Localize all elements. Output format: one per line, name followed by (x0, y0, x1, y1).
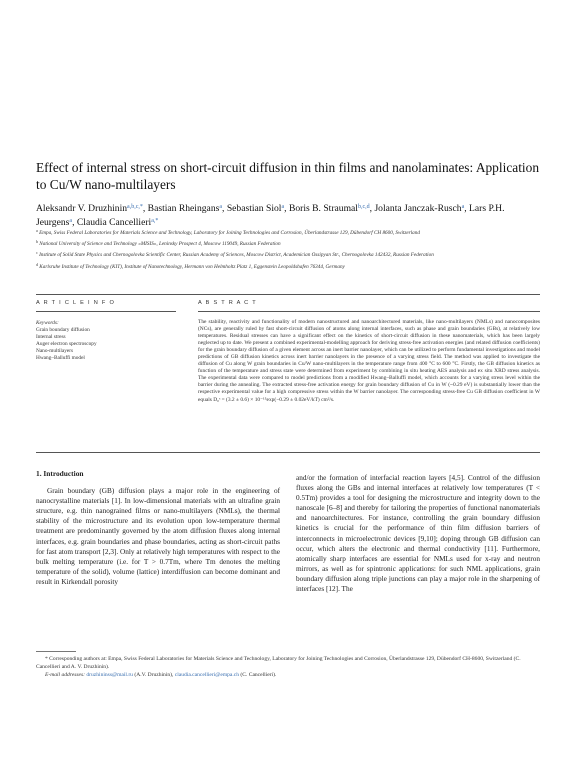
article-title: Effect of internal stress on short-circuit diffusion in thin films and nanolaminates: Application to Cu/W nano-multilayers (36, 160, 540, 192)
email-link-cancellieri[interactable]: claudia.cancellieri@empa.ch (174, 672, 240, 678)
keyword: Hwang–Balluffi model (36, 355, 85, 362)
email-link-druzhinin[interactable]: druzhininss@mail.ru (86, 672, 133, 678)
affiliation-text: National University of Science and Technology «MISIS», Leninsky Prospect 4, Moscow 119049, Russian Federation (39, 241, 281, 248)
affiliation-text: Karlsruhe Institute of Technology (KIT), Institute of Nanotechnology, Hermann von Helmholtz Platz 1, Eggenstein Leopoldshafen 76344, Germany (39, 263, 345, 270)
footnote-divider (36, 651, 76, 652)
keyword: Auger electron spectroscopy (36, 341, 97, 348)
abstract-label: A B S T R A C T (198, 300, 257, 306)
author-affiliation-mark[interactable]: a (69, 218, 73, 225)
keyword: Internal stress (36, 334, 66, 341)
affiliation-text: Empa, Swiss Federal Laboratories for Materials Science and Technology, Laboratory for Joining Technologies and Corrosion, Überlandstrasse 129, Dübendorf CH 8600, Switzerland (39, 230, 420, 236)
article-page (36, 0, 540, 768)
author-affiliation-mark[interactable]: a,* (151, 218, 159, 225)
author-separator: , (464, 203, 470, 214)
author-separator: , (222, 203, 227, 214)
author-name: Lars P.H. Jeurgens (36, 203, 505, 229)
keywords-heading: Keywords: (36, 320, 59, 326)
affiliation-mark: d (36, 261, 38, 267)
email-owner: (C. Cancellieri). (239, 672, 277, 678)
article-info-label: A R T I C L E I N F O (36, 300, 116, 306)
affiliation-mark: b (36, 239, 38, 245)
email-label: E-mail addresses: (45, 672, 86, 678)
affiliation-mark: c (36, 250, 38, 256)
keyword: Grain boundary diffusion (36, 327, 90, 334)
affiliation-text: Institute of Solid State Physics and Chernogolovka Scientific Center, Russian Academy of Sciences, Moscow District, Academician Ossipyan Str., Chernogolovka 142432, Russian Federation (39, 252, 434, 259)
author-affiliation-mark[interactable]: b,c,d (357, 204, 370, 210)
email-owner: (A.V. Druzhinin), (132, 672, 175, 678)
author-affiliation-mark[interactable]: a (219, 204, 223, 210)
author-affiliation-mark[interactable]: a,b,c,* (127, 204, 143, 210)
corresponding-author-note: * Corresponding authors at: Empa, Swiss Federal Laboratories for Materials Science and Technology, Laboratory for Joining Technologies and Corrosion, Überlandstrasse 129, Dübendorf CH-8600, Switzerland (C. Cancellieri and A. V. Druzhinin). (36, 656, 521, 670)
affiliation (36, 228, 540, 236)
author-separator: , (369, 203, 375, 214)
author-name: Boris B. Straumal (288, 203, 358, 214)
affiliation (36, 239, 540, 247)
divider (36, 294, 540, 295)
section-heading: 1. Introduction (36, 469, 84, 478)
author-separator: , (284, 203, 289, 214)
divider (36, 311, 176, 312)
affiliation-mark: a (36, 228, 38, 233)
author-name: Jolanta Janczak-Rusch (374, 203, 462, 214)
affiliation-list (36, 228, 540, 273)
author-name: Sebastian Siol (226, 203, 282, 214)
author-affiliation-mark[interactable]: a (461, 204, 465, 210)
intro-paragraph-continued: and/or the formation of interfacial reaction layers [4,5]. Control of the diffusion fluxes along the GBs and internal interfaces at relatively low temperatures (T < 0.5Tm) provides a tool for designing the microstructure and integrity down to the nanoscale [6–8] and thereby for tailoring the properties of functional nanomaterials and nanoarchitectures. For instance, controlling the grain boundary diffusion kinetics is crucial for the performance of thin film diffusion barriers of interconnects in microelectronic devices [9,10]; doping through GB diffusion can occur, which alters the electronic and thermal conductivity [11]. Furthermore, atomically sharp interfaces are essential for NMLs used for x-ray and neutron mirrors, as well as for spintronic applications: for such NML applications, grain boundary diffusion along triple junctions can play a major role in the sharpening of interfaces [12]. The (296, 474, 540, 594)
author-affiliation-mark[interactable]: a (281, 204, 285, 210)
keyword: Nano-multilayers (36, 348, 74, 355)
divider (198, 311, 540, 312)
affiliation (36, 262, 540, 270)
author-list (36, 201, 540, 229)
footnote (36, 655, 540, 679)
affiliation (36, 250, 540, 258)
body-column-right (296, 473, 540, 594)
author-name: Claudia Cancellieri (76, 217, 152, 229)
author-name: Bastian Rheingans (147, 203, 220, 214)
author-separator: , (142, 203, 148, 214)
keywords-block (36, 320, 176, 363)
author-separator: , (72, 217, 77, 229)
divider (36, 452, 540, 453)
body-column-left (36, 469, 280, 587)
intro-paragraph: Grain boundary (GB) diffusion plays a major role in the engineering of nanocrystalline materials [1]. In low-dimensional materials with an ultrafine grain structure, e.g. thin nanograined films or nano-multilayers (NMLs), the thermal stability of the microstructure and its evolution upon low-temperature thermal treatment are predominantly governed by the atom diffusion fluxes along internal interfaces, e.g. grain boundaries and phase boundaries, acting as short-circuit paths for fast atom transport [2,3]. Only at relatively high temperatures with respect to the bulk melting temperature (i.e. for T > 0.7Tm, where Tm denotes the melting temperature of the solid), volume (lattice) interdiffusion can become dominant and result in Kirkendall porosity (36, 487, 280, 586)
abstract-text: The stability, reactivity and functionality of modern nanostructured and nanoarchitectured materials, like nano-multilayers (NMLs) and nanocomposites (NCs), are generally ruled by fast short-circuit diffusion of atoms along internal interfaces, such as phase and grain boundaries (GBs), at relatively low temperatures. Residual stresses can have a significant effect on the kinetics of short-circuit diffusion in these nanomaterials, which has been largely neglected up to date. We present a combined experimental-modelling approach for deriving stress-free activation energies (and related diffusion coefficients) for the grain boundary diffusion of a given element across an inert barrier nanolayer, which can be utilized to perform fundamental investigations and model predictions of GB diffusion kinetics across inert barrier nanolayers in the presence of a varying stress field. The method was applied to investigate the diffusion of Cu along W grain boundaries in Cu/W nano-multilayers in the temperature range from 400 °C to 600 °C. Firstly, the GB diffusion kinetics as function of the temperature and stress state were determined from experiment by combining in situ heating AES analysis and ex situ XRD stress analysis. The experimental data were compared to model predictions from a modified Hwang–Balluffi model, which accounts for a varying stress level within the barrier during the annealing. The extracted stress-free activation energy for grain boundary diffusion of Cu in W (~0.29 eV) is substantially lower than the respective experimental value for a high compressive stress within the W barrier nanolayer. The corresponding stress-free Cu GB diffusion coefficient in W equals D₀ˢ = (3.2 ± 0.6) × 10⁻¹⁵exp(−0.29 ± 0.02eV/kT) cm²/s. (198, 319, 540, 403)
author-name: Aleksandr V. Druzhinin (36, 203, 128, 214)
